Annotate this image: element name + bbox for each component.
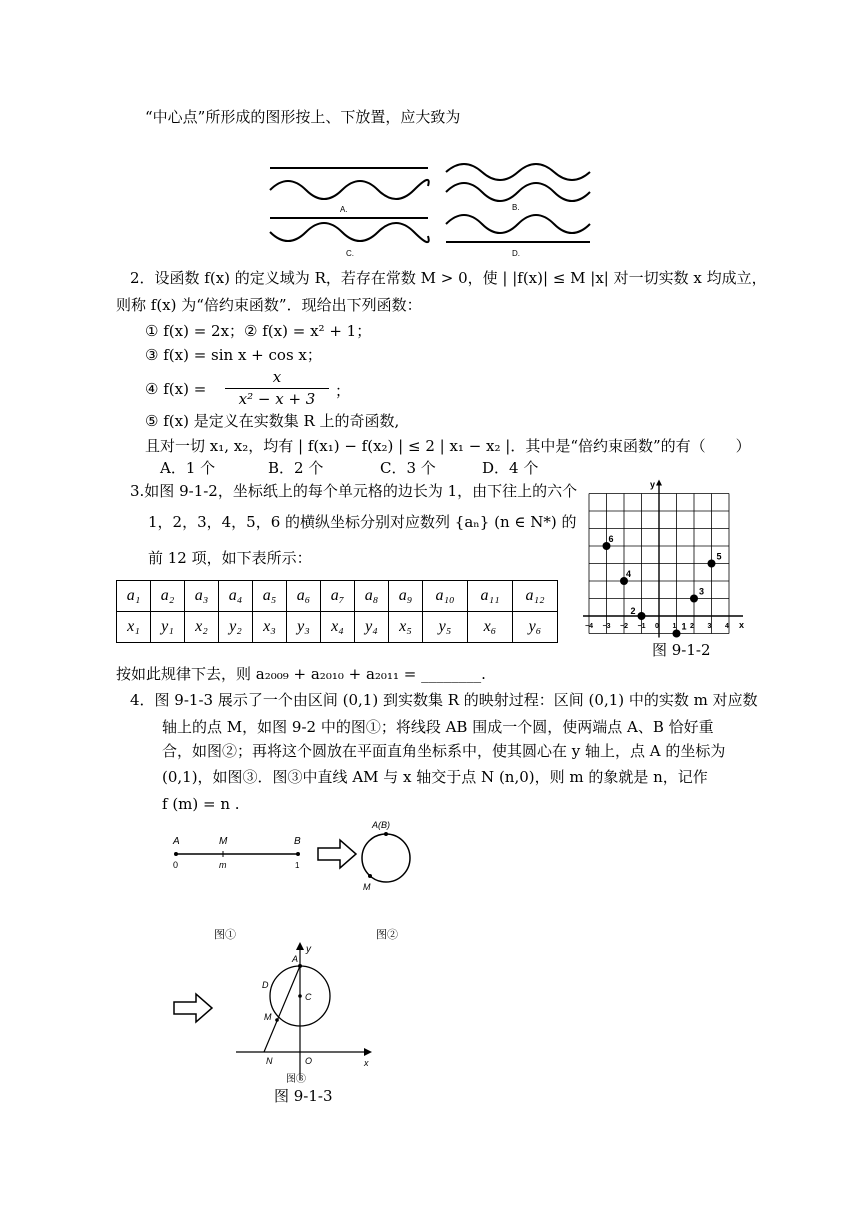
- x-axis-label: x: [739, 620, 745, 630]
- table-cell: a₆: [287, 581, 321, 612]
- table-cell: y₆: [513, 612, 558, 643]
- x-tick-label: −2: [620, 623, 628, 630]
- table-row: [117, 581, 558, 612]
- x-tick-label: 1: [672, 623, 677, 630]
- point-label-6: 6: [608, 534, 614, 544]
- q2-item5: ⑤ f(x) 是定义在实数集 R 上的奇函数,: [145, 412, 400, 430]
- fig3-label-y: y: [306, 944, 311, 955]
- fig1-label-a: A: [173, 836, 180, 847]
- table-cell: a₈: [355, 581, 389, 612]
- arrow-icon: [318, 840, 356, 868]
- fig1-caption: 图①: [214, 929, 236, 941]
- table-cell: a₇: [321, 581, 355, 612]
- table-cell: y₂: [219, 612, 253, 643]
- x-tick-label: −1: [637, 623, 646, 630]
- q4-line3: 合，如图②；再将这个圆放在平面直角坐标系中，使其圆心在 y 轴上，点 A 的坐标为: [162, 742, 726, 760]
- fig1-label-m: M: [219, 836, 228, 847]
- table-cell: x₁: [117, 612, 151, 643]
- option-a-label: A.: [340, 205, 348, 214]
- table-cell: x₃: [253, 612, 287, 643]
- point-label-4: 4: [626, 569, 632, 579]
- x-tick-label: 0: [655, 623, 659, 630]
- fig3-label-c: C: [305, 992, 312, 1002]
- table-cell: a₄: [219, 581, 253, 612]
- option-c-label: C.: [346, 249, 354, 258]
- point-3: [690, 595, 698, 603]
- table-cell: a₃: [185, 581, 219, 612]
- point-1: [673, 630, 681, 638]
- fig3-label-a: A: [292, 954, 299, 964]
- q3-tail: 按如此规律下去，则 a₂₀₀₉ + a₂₀₁₀ + a₂₀₁₁ = ________.: [116, 665, 486, 683]
- q2-line-last: 且对一切 x₁, x₂，均有 | f(x₁) − f(x₂) | ≤ 2 | x₁ − x₂ |．其中是“倍约束函数”的有（ ）: [145, 437, 751, 455]
- x-tick-label: −3: [602, 623, 611, 630]
- fig3-label-x: x: [364, 1058, 369, 1068]
- option-d-label: D.: [512, 249, 520, 258]
- point-label-1: 1: [681, 621, 687, 632]
- x-tick-label: 3: [707, 623, 712, 630]
- table-row: [117, 612, 558, 643]
- y-axis-label: y: [650, 479, 656, 490]
- q2-item4-numerator: x: [272, 368, 282, 386]
- fig3-label-n: N: [266, 1056, 273, 1066]
- figure-3: [168, 940, 388, 1090]
- grid-figure-9-1-2: [572, 478, 772, 638]
- q4-line2: 轴上的点 M，如图 9-2 中的图①；将线段 AB 围成一个圆，使两端点 A、B 恰好重: [162, 718, 714, 736]
- table-cell: x₄: [321, 612, 355, 643]
- point-5: [708, 560, 716, 568]
- table-cell: a₅: [253, 581, 287, 612]
- table-cell: y₄: [355, 612, 389, 643]
- x-tick-label: 4: [725, 623, 729, 630]
- fig1-label-b: B: [294, 836, 301, 847]
- q4-line1: 4．图 9-1-3 展示了一个由区间 (0,1) 到实数集 R 的映射过程：区间 (0,1) 中的实数 m 对应数: [130, 691, 758, 709]
- fig1-label-one: 1: [295, 861, 300, 870]
- fig3-label-o: O: [305, 1056, 313, 1066]
- fig3-label-d: D: [262, 980, 269, 990]
- fig1-label-zero: 0: [173, 860, 179, 870]
- q2-choice-d: D．4 个: [482, 459, 539, 477]
- q2-choice-b: B．2 个: [268, 459, 324, 477]
- figure-caption-9-1-3: 图 9-1-3: [274, 1087, 333, 1105]
- fig3-caption: 图③: [286, 1074, 306, 1085]
- point-2: [638, 612, 646, 620]
- table-cell: y₁: [151, 612, 185, 643]
- table-cell: a₁: [117, 581, 151, 612]
- point-label-2: 2: [630, 606, 636, 616]
- q2-choice-c: C．3 个: [380, 459, 436, 477]
- table-cell: y₅: [423, 612, 468, 643]
- q2-item4-suffix: ；: [335, 382, 351, 400]
- option-b-label: B.: [512, 203, 520, 212]
- figure-1-and-2: [160, 818, 440, 948]
- q2-line1: 2．设函数 f(x) 的定义域为 R，若存在常数 M > 0，使 | |f(x)| ≤ M |x| 对一切实数 x 均成立，: [130, 269, 767, 287]
- figure-caption-9-1-2: 图 9-1-2: [652, 641, 711, 659]
- table-cell: x₆: [468, 612, 513, 643]
- table-cell: a₉: [389, 581, 423, 612]
- fig1-label-m-lower: m: [219, 860, 227, 870]
- q2-item12: ① f(x) = 2x；② f(x) = x² + 1；: [145, 322, 372, 340]
- table-cell: x₂: [185, 612, 219, 643]
- q2-choice-a: A．1 个: [160, 459, 216, 477]
- q2-line2: 则称 f(x) 为“倍约束函数”．现给出下列函数：: [116, 296, 422, 314]
- table-cell: x₅: [389, 612, 423, 643]
- q1-options-figure: [266, 160, 606, 260]
- q3-line2: 1，2，3，4，5，6 的横纵坐标分别对应数列 {aₙ} (n ∈ N*) 的: [148, 513, 577, 531]
- x-tick-label: 2: [690, 623, 694, 630]
- x-tick-label: −4: [585, 623, 593, 630]
- table-cell: a₁₁: [468, 581, 513, 612]
- fig2-caption: 图②: [376, 929, 398, 941]
- q3-line1: 3.如图 9-1-2，坐标纸上的每个单元格的边长为 1，由下往上的六个: [130, 482, 578, 500]
- q2-item4-denominator: x² − x + 3: [238, 390, 316, 408]
- table-cell: a₁₂: [513, 581, 558, 612]
- q3-line3: 前 12 项，如下表所示：: [148, 549, 312, 567]
- fig3-label-m: M: [264, 1012, 272, 1022]
- point-label-5: 5: [716, 551, 722, 562]
- y-axis-arrow: [656, 480, 662, 486]
- point-label-3: 3: [699, 586, 705, 597]
- sequence-table: [116, 580, 558, 643]
- q2-item3: ③ f(x) = sin x + cos x；: [145, 346, 322, 364]
- fig2-label-ab: A(B): [372, 820, 390, 830]
- fig2-label-m: M: [363, 882, 371, 892]
- q4-line4: (0,1)，如图③．图③中直线 AM 与 x 轴交于点 N (n,0)，则 m 的象就是 n，记作: [162, 768, 708, 786]
- q1-tail-text: “中心点”所形成的图形按上、下放置，应大致为: [145, 108, 461, 126]
- table-cell: a₁₀: [423, 581, 468, 612]
- q2-item4-prefix: ④ f(x) =: [145, 380, 207, 398]
- table-cell: a₂: [151, 581, 185, 612]
- table-cell: y₃: [287, 612, 321, 643]
- arrow-icon: [174, 994, 212, 1022]
- q4-line5: f (m) = n .: [162, 795, 240, 813]
